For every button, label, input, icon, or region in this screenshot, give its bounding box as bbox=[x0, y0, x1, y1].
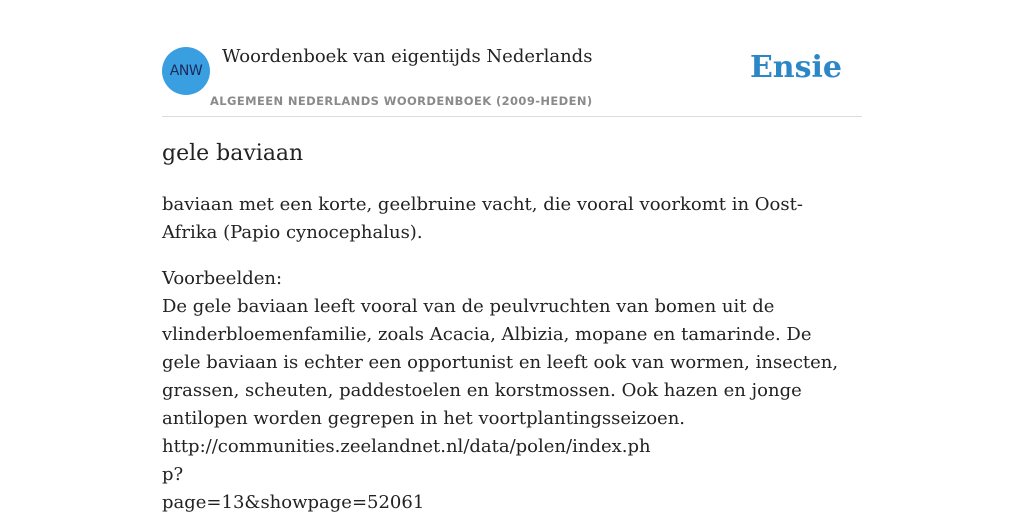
example-text: De gele baviaan leeft vooral van de peulvruchten van bomen uit de vlinderbloemenfamilie, zoals Acacia, Albizia, mopane en tamarinde. De gele baviaan is echter een opportunist en leeft ook van wormen, insecten, grassen, scheuten, paddestoelen en korstmossen. Ook hazen en jonge antilopen worden gegrepen in het voortplantingsseizoen. bbox=[162, 296, 839, 429]
examples-block bbox=[162, 265, 852, 512]
entry-headword: gele baviaan bbox=[162, 141, 304, 166]
dictionary-subtitle: ALGEMEEN NEDERLANDS WOORDENBOEK (2009-HEDEN) bbox=[210, 94, 593, 108]
anw-logo[interactable] bbox=[162, 47, 210, 95]
example-source-link[interactable] bbox=[162, 433, 662, 512]
source-url-part-1: http://communities.zeelandnet.nl/data/polen/index.php? bbox=[162, 436, 651, 485]
ensie-logo-link[interactable]: Ensie bbox=[749, 50, 842, 85]
entry-definition: baviaan met een korte, geelbruine vacht, die vooral voorkomt in Oost-Afrika (Papio cynocephalus). bbox=[162, 194, 803, 243]
source-url-part-2: page=13&showpage=52061 bbox=[162, 492, 425, 512]
entry-content bbox=[162, 138, 852, 512]
examples-label: Voorbeelden: bbox=[162, 268, 283, 289]
anw-logo-text: ANW bbox=[169, 63, 203, 79]
dictionary-title[interactable]: Woordenboek van eigentijds Nederlands bbox=[222, 46, 593, 67]
site-header bbox=[162, 0, 862, 117]
